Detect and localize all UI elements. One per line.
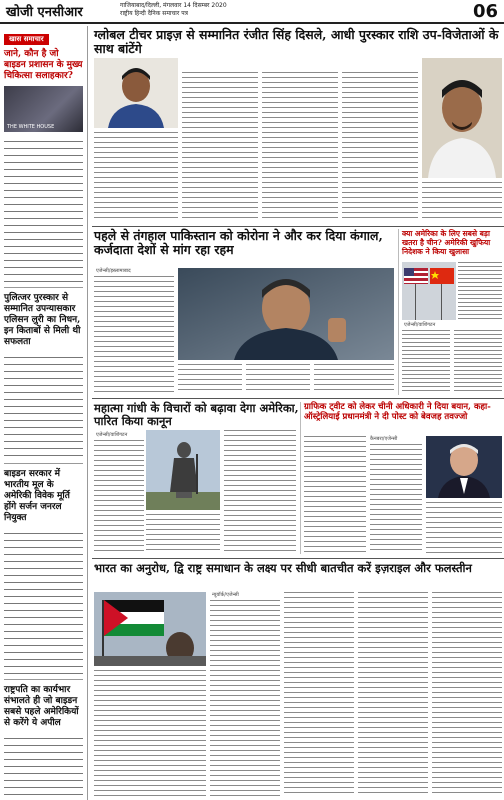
imran-story-body-col2: [178, 364, 242, 394]
sidebar-story1-headline: जाने, कौन है जो बाइडन प्रशासन के मुख्य चिकित्सा सलाहकार?: [4, 49, 83, 81]
date-line: [120, 2, 227, 18]
bottom-story-body-col0: [94, 670, 206, 796]
imran-story-headline: पहले से तंगहाल पाकिस्तान को कोरोना ने और कर दिया कंगाल, कर्जदाता देशों से मांग रहा रहम: [94, 228, 383, 258]
palestine-flag-photo: [94, 592, 206, 666]
masthead: [0, 0, 504, 24]
china-story-body-col1: [402, 330, 450, 394]
bottom-story-body-col2: [284, 592, 354, 796]
page-number: 06: [472, 1, 498, 22]
china-story-headline: क्या अमेरिका के लिए सबसे बड़ा खतरा है चीन? अमेरिकी खुफिया निदेशक ने किया खुलासा: [402, 229, 491, 256]
sidebar-story2-headline: पुलित्जर पुरस्कार से सम्मानित उपन्यासकार एलिसन लुरी का निधन, इन किताबों से मिली थी सफलता: [4, 293, 81, 347]
section-divider: [92, 398, 504, 399]
top-story-body-col5: [422, 182, 502, 222]
column-divider: [398, 229, 399, 395]
gandhi-story-body-col2: [146, 514, 220, 554]
date-line-primary: गाजियाबाद/दिल्ली, मंगलवार 14 दिसम्बर 2020: [120, 2, 227, 9]
gandhi-story-body-col3: [224, 430, 296, 554]
ranjitsinh-portrait: [422, 58, 502, 178]
australia-story-byline: कैनबरा/एजेन्सी: [370, 436, 398, 442]
top-story-body-col2: [182, 72, 258, 222]
us-china-flags-photo: [402, 262, 456, 320]
gandhi-story-body-col1: [94, 440, 144, 554]
sidebar-story2-body: [0, 350, 87, 460]
australia-story-body-col2: [370, 444, 422, 554]
photo-caption: THE WHITE HOUSE: [7, 124, 55, 130]
bottom-story-body-col3: [358, 592, 428, 796]
divider: [4, 679, 83, 680]
bottom-story-body-col1: [210, 600, 280, 796]
teacher-photo: [94, 58, 178, 128]
top-story-body-col4: [342, 72, 418, 222]
divider: [4, 463, 83, 464]
australia-story-headline: ग्राफिक ट्वीट को लेकर चीनी अधिकारी ने दिया बयान, कहा- ऑस्ट्रेलियाई प्रधानमंत्री ने दी पोस्ट को बेवजह तवज्जो: [304, 402, 491, 422]
sidebar-story1-photo: [4, 86, 83, 132]
sidebar-story1-body: [0, 134, 87, 284]
imran-khan-photo: [178, 268, 394, 360]
sidebar-column: [0, 26, 88, 800]
top-story-headline: ग्लोबल टीचर प्राइज़ से सम्मानित रंजीत सिंह दिसले, आधी पुरस्कार राशि उप-विजेताओं के साथ बांटेंगे: [94, 27, 499, 57]
newspaper-title: खोजी एनसीआर: [6, 5, 83, 20]
sidebar-story3-headline: बाइडन सरकार में भारतीय मूल के अमेरिकी विवेक मूर्ति होंगे सर्जन जनरल नियुक्त: [4, 469, 70, 523]
china-story-body-side: [458, 262, 502, 320]
bottom-story-byline: न्यूयॉर्क/एजेन्सी: [212, 592, 239, 598]
section-divider: [92, 226, 504, 227]
top-story-body-col1b: [94, 132, 178, 222]
column-divider: [300, 402, 301, 554]
imran-story-body-col1: [94, 276, 174, 394]
australian-pm-photo: [426, 436, 502, 498]
gandhi-statue-photo: [146, 430, 220, 510]
imran-story-byline: एजेन्सी/इस्लामाबाद: [96, 268, 131, 274]
date-line-secondary: राष्ट्रीय हिन्दी दैनिक समाचार पत्र: [120, 10, 188, 17]
gandhi-story-byline: एजेन्सी/वाशिंगटन: [96, 432, 128, 438]
gandhi-story-headline: महात्मा गांधी के विचारों को बढ़ावा देगा अमेरिका, पारित किया कानून: [94, 401, 299, 429]
sidebar-story4-body: [0, 731, 87, 800]
bottom-story-headline: भारत का अनुरोध, द्वि राष्ट्र समाधान के लक्ष्य पर सीधी बातचीत करें इज़राइल और फलस्तीन: [94, 561, 472, 575]
australia-story-body-col1: [304, 436, 366, 554]
imran-story-body-col3: [246, 364, 310, 394]
imran-story-body-col4: [314, 364, 394, 394]
section-divider: [92, 558, 504, 559]
australia-story-body-col3: [426, 502, 502, 554]
sidebar-story3-body: [0, 526, 87, 676]
top-story-body-col3: [262, 72, 338, 222]
bottom-story-body-col4: [432, 592, 502, 796]
china-story-byline: एजेन्सी/वाशिंगटन: [404, 322, 436, 328]
sidebar-story4-headline: राष्ट्रपति का कार्यभार संभालते ही जो बाइडन सबसे पहले अमेरिकियों से करेंगे ये अपील: [4, 685, 79, 728]
section-tag: खास समाचार: [4, 34, 49, 45]
divider: [4, 287, 83, 288]
china-story-body-col2: [454, 330, 502, 394]
